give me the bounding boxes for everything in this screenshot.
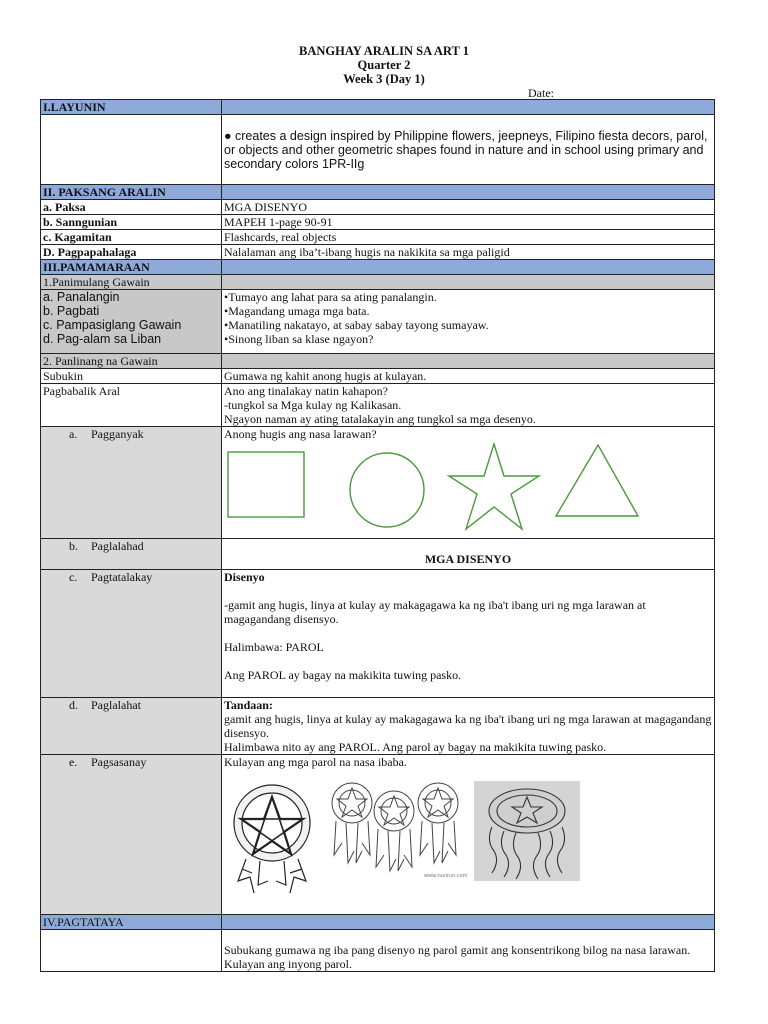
kagamitan-label: c. Kagamitan <box>41 230 222 245</box>
layunin-header-row <box>41 100 715 115</box>
subukin-row <box>41 369 715 384</box>
pagtatalakay-content <box>222 570 715 698</box>
document-title: BANGHAY ARALIN SA ART 1 <box>299 44 469 58</box>
pagbabalik-line: Ano ang tinalakay natin kahapon? <box>224 384 388 398</box>
parol-ring-icon <box>374 791 414 871</box>
pagtatalakay-heading: Disenyo <box>224 570 265 584</box>
pagganyak-row <box>41 427 715 539</box>
shapes-figure <box>224 441 712 533</box>
pagpapahalaga-row <box>41 245 715 260</box>
pagganyak-letter: a. <box>69 427 78 441</box>
panimulang-line: •Magandang umaga mga bata. <box>224 304 370 318</box>
paksang-aralin-header-row <box>41 185 715 200</box>
pagtataya-heading: IV.PAGTATAYA <box>41 915 222 930</box>
paglalahad-letter: b. <box>69 539 78 553</box>
pagbabalik-row <box>41 384 715 427</box>
panimulang-line: •Manatiling nakatayo, at sabay sabay tayong sumayaw. <box>224 318 489 332</box>
panlinang-heading: 2. Panlinang na Gawain <box>41 354 222 369</box>
panimulang-item: b. Pagbati <box>43 304 100 318</box>
paglalahat-heading: Tandaan: <box>224 698 273 712</box>
paglalahat-label: Paglalahat <box>91 698 141 712</box>
pagbabalik-line: -tungkol sa Mga kulay ng Kalikasan. <box>224 398 402 412</box>
week-label: Week 3 (Day 1) <box>343 72 425 86</box>
pagtatalakay-cell <box>41 570 222 698</box>
layunin-row <box>41 115 715 185</box>
kagamitan-value: Flashcards, real objects <box>222 230 715 245</box>
pagtatalakay-letter: c. <box>69 570 78 584</box>
pagbabalik-label: Pagbabalik Aral <box>41 384 222 427</box>
pagsasanay-row <box>41 755 715 915</box>
parol-star-icon <box>234 785 310 893</box>
triangle-icon <box>556 445 638 516</box>
parol-ring-icon <box>418 783 458 863</box>
panimulang-item: a. Panalangin <box>43 290 120 304</box>
panimulang-heading: 1.Panimulang Gawain <box>41 275 222 290</box>
subukin-text: Gumawa ng kahit anong hugis at kulayan. <box>222 369 715 384</box>
date-label: Date: <box>528 86 554 100</box>
paksa-value: MGA DISENYO <box>222 200 715 215</box>
panimulang-items <box>41 290 222 354</box>
paglalahad-row <box>41 539 715 570</box>
pagtatalakay-label: Pagtatalakay <box>91 570 153 584</box>
pagsasanay-letter: e. <box>69 755 78 769</box>
paksa-row <box>41 200 715 215</box>
pamamaraan-heading: III.PAMAMARAAN <box>41 260 222 275</box>
parol-ring-icon <box>332 783 372 863</box>
paglalahat-line: gamit ang hugis, linya at kulay ay makagagawa ka ng iba't ibang uri ng mga larawan at magagandang disensyo. <box>224 712 712 740</box>
panimulang-item: d. Pag-alam sa Liban <box>43 332 162 346</box>
sanggunian-row <box>41 215 715 230</box>
pagsasanay-text: Kulayan ang mga parol na nasa ibaba. <box>224 755 407 769</box>
paglalahat-line: Halimbawa nito ay ang PAROL. Ang parol ay bagay na makikita tuwing pasko. <box>224 740 607 754</box>
paglalahat-letter: d. <box>69 698 78 712</box>
panimulang-lines <box>222 290 715 354</box>
pagpapahalaga-value: Nalalaman ang iba’t-ibang hugis na nakikita sa mga paligid <box>222 245 715 260</box>
paksa-label: a. Paksa <box>41 200 222 215</box>
paglalahad-label: Paglalahad <box>91 539 144 553</box>
layunin-heading: I.LAYUNIN <box>41 100 222 115</box>
panlinang-header-row <box>41 354 715 369</box>
parol-illustrations <box>224 781 712 905</box>
pagganyak-content <box>222 427 715 539</box>
paglalahat-cell <box>41 698 222 755</box>
pagtataya-header-row <box>41 915 715 930</box>
lesson-plan-table <box>40 99 715 972</box>
layunin-text: ● creates a design inspired by Philippine flowers, jeepneys, Filipino fiesta decors, parol, or objects and other geometric shapes found in nature and in school using primary and secondary colors 1PR-IIg <box>222 115 715 185</box>
pagtataya-row <box>41 930 715 972</box>
pagsasanay-content <box>222 755 715 915</box>
pagbabalik-lines <box>222 384 715 427</box>
panimulang-line: •Sinong liban sa klase ngayon? <box>224 332 374 346</box>
circle-icon <box>350 453 424 527</box>
star-icon <box>449 444 539 529</box>
pagsasanay-cell <box>41 755 222 915</box>
watermark: www.tuxirun.com <box>424 873 468 879</box>
paglalahat-row <box>41 698 715 755</box>
pagtatalakay-line: Halimbawa: PAROL <box>224 640 324 654</box>
pagtataya-text: Subukang gumawa ng iba pang disenyo ng parol gamit ang konsentrikong bilog na nasa larawan. Kulayan ang inyong parol. <box>222 930 715 972</box>
pagganyak-label: Pagganyak <box>91 427 144 441</box>
paksang-aralin-heading: II. PAKSANG ARALIN <box>41 185 222 200</box>
panimulang-item: c. Pampasiglang Gawain <box>43 318 182 332</box>
quarter-label: Quarter 2 <box>357 58 411 72</box>
pamamaraan-header-row <box>41 260 715 275</box>
paglalahad-cell <box>41 539 222 570</box>
panimulang-line: •Tumayo ang lahat para sa ating panalangin. <box>224 290 437 304</box>
pagtatalakay-line: -gamit ang hugis, linya at kulay ay makagagawa ka ng iba't ibang uri ng mga larawan at magagandang disensyo. <box>224 598 646 626</box>
parol-photo-icon <box>474 781 580 881</box>
sanggunian-label: b. Sanngunian <box>41 215 222 230</box>
subukin-label: Subukin <box>41 369 222 384</box>
pagganyak-cell <box>41 427 222 539</box>
sanggunian-value: MAPEH 1-page 90-91 <box>222 215 715 230</box>
pagtatalakay-row <box>41 570 715 698</box>
kagamitan-row <box>41 230 715 245</box>
pagbabalik-line: Ngayon naman ay ating tatalakayin ang tungkol sa mga desenyo. <box>224 412 536 426</box>
panimulang-header-row <box>41 275 715 290</box>
square-icon <box>228 452 304 517</box>
panimulang-row <box>41 290 715 354</box>
pagpapahalaga-label: D. Pagpapahalaga <box>41 245 222 260</box>
paglalahad-title: MGA DISENYO <box>222 539 715 570</box>
paglalahat-content <box>222 698 715 755</box>
pagsasanay-label: Pagsasanay <box>91 755 147 769</box>
pagtatalakay-line: Ang PAROL ay bagay na makikita tuwing pasko. <box>224 668 462 682</box>
pagganyak-question: Anong hugis ang nasa larawan? <box>224 427 377 441</box>
